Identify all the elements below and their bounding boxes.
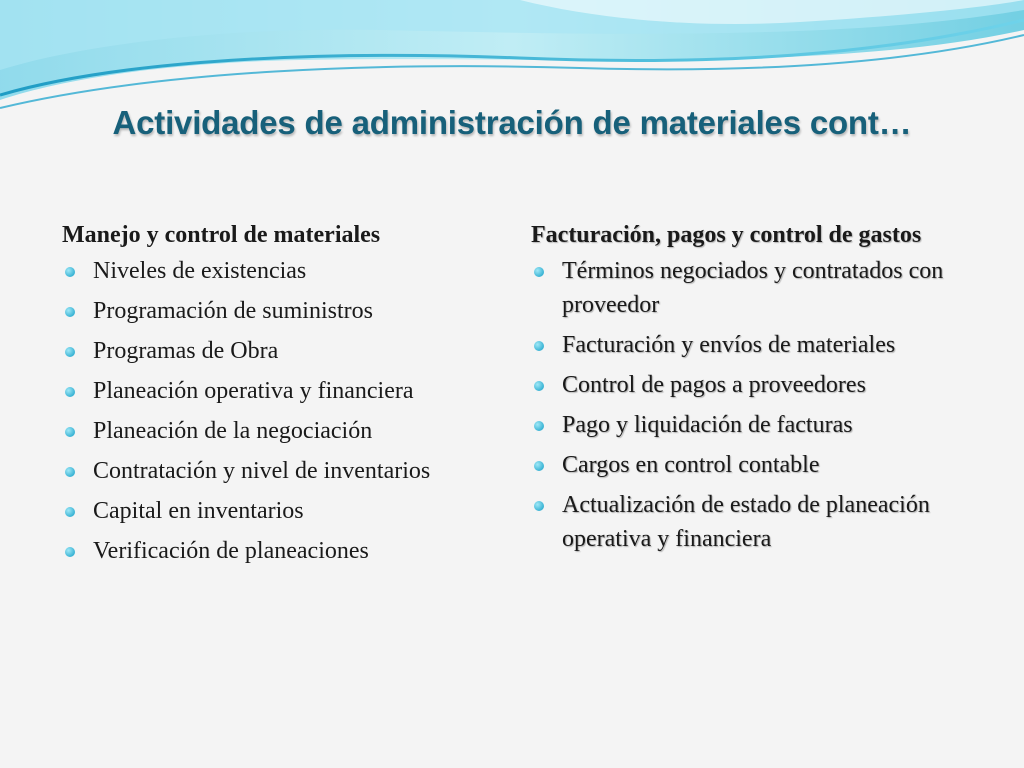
list-item: Planeación de la negociación — [62, 414, 502, 448]
bullet-icon — [534, 461, 544, 471]
list-item: Términos negociados y contratados con proveedor — [531, 254, 971, 322]
bullet-icon — [65, 547, 75, 557]
left-bullet-list — [62, 254, 502, 568]
list-item: Capital en inventarios — [62, 494, 502, 528]
right-column-heading: Facturación, pagos y control de gastos — [531, 222, 922, 248]
list-item: Programación de suministros — [62, 294, 502, 328]
right-bullet-list — [531, 254, 971, 556]
list-item: Facturación y envíos de materiales — [531, 328, 971, 362]
list-item: Niveles de existencias — [62, 254, 502, 288]
list-item: Planeación operativa y financiera — [62, 374, 502, 408]
bullet-icon — [65, 267, 75, 277]
list-item: Pago y liquidación de facturas — [531, 408, 971, 442]
list-item: Verificación de planeaciones — [62, 534, 502, 568]
right-column — [531, 218, 971, 562]
bullet-icon — [534, 421, 544, 431]
bullet-icon — [65, 427, 75, 437]
bullet-icon — [534, 501, 544, 511]
slide-title: Actividades de administración de materiales cont… — [112, 104, 912, 141]
bullet-icon — [65, 347, 75, 357]
bullet-icon — [65, 387, 75, 397]
bullet-icon — [65, 467, 75, 477]
left-column-heading: Manejo y control de materiales — [62, 222, 381, 248]
bullet-icon — [534, 267, 544, 277]
bullet-icon — [65, 507, 75, 517]
bullet-icon — [534, 341, 544, 351]
list-item: Contratación y nivel de inventarios — [62, 454, 502, 488]
list-item: Cargos en control contable — [531, 448, 971, 482]
left-column — [62, 218, 502, 574]
list-item: Programas de Obra — [62, 334, 502, 368]
list-item: Control de pagos a proveedores — [531, 368, 971, 402]
list-item: Actualización de estado de planeación operativa y financiera — [531, 488, 971, 556]
bullet-icon — [65, 307, 75, 317]
bullet-icon — [534, 381, 544, 391]
